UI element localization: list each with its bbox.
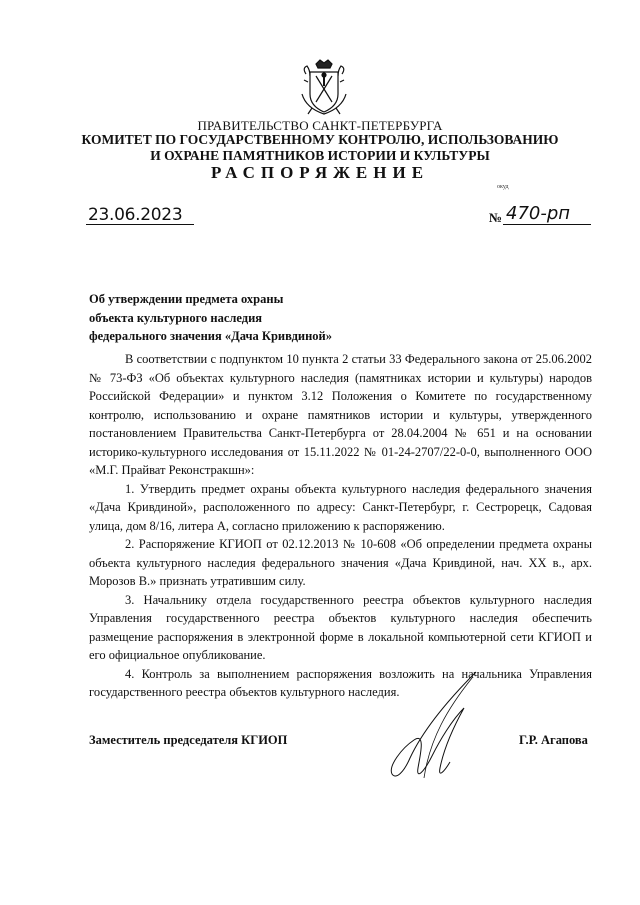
committee-name-line2: И ОХРАНЕ ПАМЯТНИКОВ ИСТОРИИ И КУЛЬТУРЫ <box>150 148 490 163</box>
item-2-paragraph: 2. Распоряжение КГИОП от 02.12.2013 № 10-608 «Об определении предмета охраны объекта культурного наследия федерального значения «Дача Кривдиной, нач. XX в., арх. Морозов В.» признать утратившим силу. <box>89 537 592 588</box>
subject-line1: Об утверждении предмета охраны <box>89 292 284 306</box>
number-underline <box>503 224 591 225</box>
government-name: ПРАВИТЕЛЬСТВО САНКТ-ПЕТЕРБУРГА <box>197 118 443 133</box>
subject-line3: федерального значения «Дача Кривдиной» <box>89 329 333 343</box>
subject-line2: объекта культурного наследия <box>89 310 263 325</box>
item-4-paragraph: 4. Контроль за выполнением распоряжения возложить на начальника Управления государственного реестра объектов культурного наследия. <box>89 666 592 699</box>
item-1-paragraph: 1. Утвердить предмет охраны объекта культурного наследия федерального значения «Дача Кривдиной», расположенного по адресу: Санкт-Петербург, г. Сестрорецк, Садовая улица, дом 8/16, литера А, согласно приложению к распоряжению. <box>89 481 592 533</box>
signatory-title: Заместитель председателя КГИОП <box>89 733 288 747</box>
document-body <box>89 350 592 702</box>
item-3-paragraph: 3. Начальнику отдела государственного реестра объектов культурного наследия Управления государственного реестра объектов культурного наследия обеспечить размещение распоряжения в электронной форме в локальной компьютерной сети КГИОП и его официальное опубликование. <box>89 592 592 662</box>
document-number: 470-рп <box>506 203 571 224</box>
document-type: РАСПОРЯЖЕНИЕ <box>210 163 430 182</box>
number-sign: № <box>489 210 503 225</box>
committee-name-line1: КОМИТЕТ ПО ГОСУДАРСТВЕННОМУ КОНТРОЛЮ, ИСПОЛЬЗОВАНИЮ <box>81 132 559 147</box>
document-subject <box>89 290 409 346</box>
okud-label: окуд <box>497 184 509 190</box>
signatory-name: Г.Р. Агапова <box>519 733 588 747</box>
date-underline <box>86 224 194 225</box>
committee-name <box>0 132 640 164</box>
handwritten-signature <box>380 668 490 788</box>
preamble-paragraph: В соответствии с подпунктом 10 пункта 2 статьи 33 Федерального закона от 25.06.2002 № 73-ФЗ «Об объектах культурного наследия (памятниках истории и культуры) народов Российской Федерации» и пунктом 3.12 Положения о Комитете по государственному контролю, использованию и охране памятников истории и культуры, утвержденного постановлением Правительства Санкт-Петербурга от 28.04.2004 № 651 и на основании историко-культурного исследования от 15.11.2022 № 01-24-2707/22-0-0, выполненного ООО «М.Г. Прайват Реконстракшн»: <box>89 352 592 477</box>
saint-petersburg-emblem-icon <box>298 58 350 116</box>
document-date: 23.06.2023 <box>88 205 183 225</box>
